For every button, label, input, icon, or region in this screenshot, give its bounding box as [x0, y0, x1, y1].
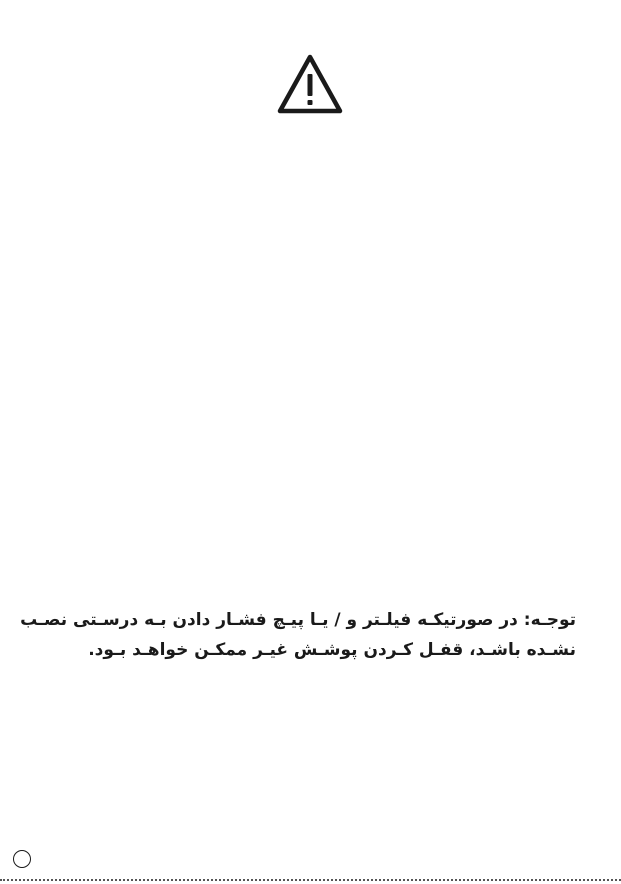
warning-triangle-icon: [276, 53, 344, 115]
bottom-divider: [0, 879, 621, 884]
page-marker-circle: [13, 850, 31, 868]
caution-note-line-1: توجـه: در صورتیکـه فیلـتر و / یـا پیـچ فشـار دادن بـه درسـتی نصـب: [20, 610, 576, 630]
caution-note: [20, 605, 576, 665]
caution-note-line-2: نشـده باشـد، قفـل کـردن پوشـش غیـر ممکـن خواهـد بـود.: [88, 640, 576, 660]
